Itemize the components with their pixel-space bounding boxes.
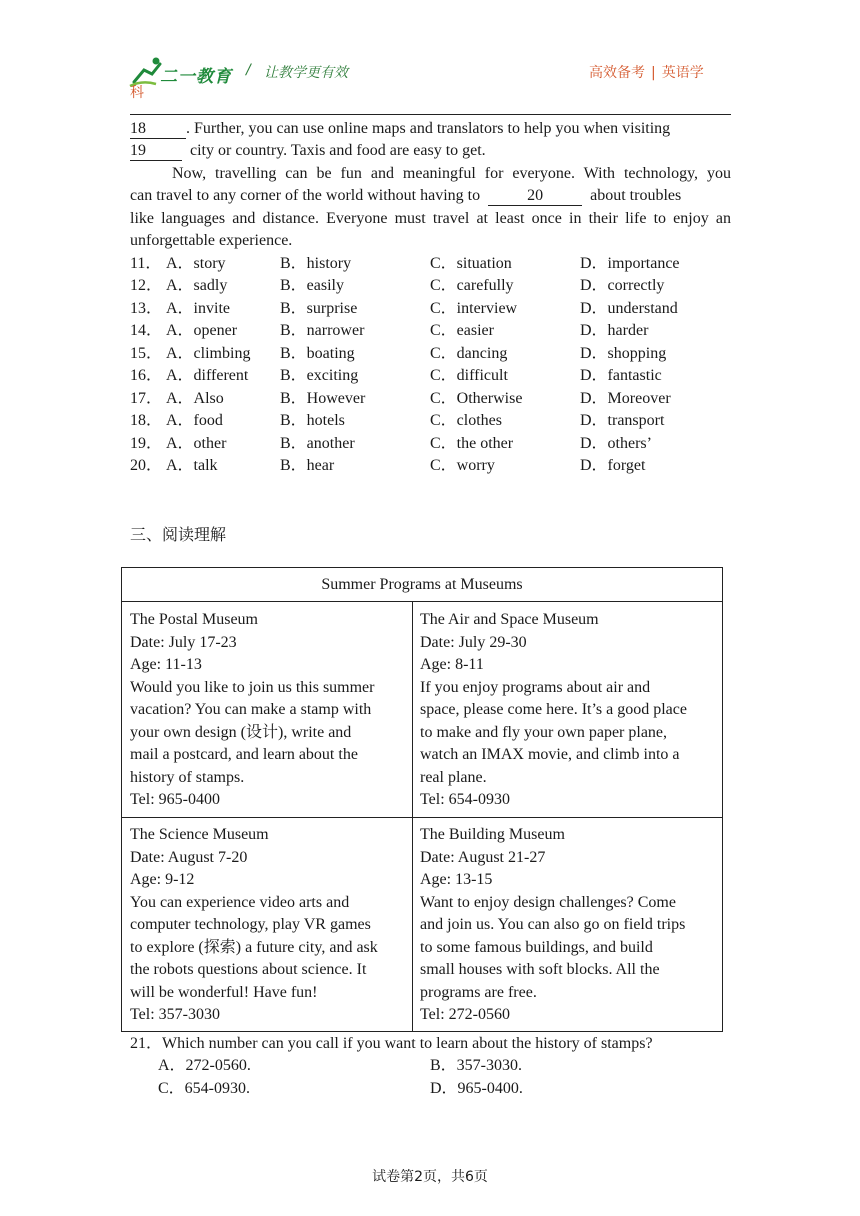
- table-title: Summer Programs at Museums: [122, 568, 722, 602]
- cell-line: will be wonderful! Have fun!: [130, 983, 318, 1001]
- cell-line: vacation? You can make a stamp with: [130, 701, 372, 718]
- cell-line: Age: 8-11: [420, 656, 484, 673]
- option-a: A．food: [166, 412, 223, 429]
- header-rule: [130, 114, 731, 115]
- cell-line: your own design (设计), write and: [130, 723, 352, 741]
- option-a: A．different: [166, 367, 249, 384]
- cell-line: Tel: 965-0400: [130, 791, 220, 808]
- question-number: 15．: [130, 345, 163, 362]
- cell-line: The Science Museum: [130, 826, 269, 843]
- option-b: B．narrower: [280, 322, 365, 339]
- museum-programs-table: [121, 567, 723, 1032]
- question-21-option-a: A．272-0560.: [158, 1057, 251, 1074]
- option-d: D．importance: [580, 255, 680, 272]
- cell-line: programs are free.: [420, 983, 537, 1001]
- passage-line-3: Now, travelling can be fun and meaningful for everyone. With technology, you: [172, 165, 731, 182]
- option-c: C．easier: [430, 322, 494, 339]
- passage-line-6: unforgettable experience.: [130, 232, 293, 249]
- header-subject-part2: 英语学: [661, 65, 704, 81]
- cell-line: The Building Museum: [420, 826, 565, 843]
- option-a: A．other: [166, 435, 227, 452]
- question-21-option-d: D．965-0400.: [430, 1080, 523, 1097]
- passage-line-4-pre: can travel to any corner of the world without having to: [130, 187, 481, 204]
- question-number: 12．: [130, 277, 163, 294]
- option-d: D．shopping: [580, 345, 667, 362]
- question-number: 20．: [130, 457, 163, 474]
- cell-line: Tel: 654-0930: [420, 791, 510, 808]
- cell-line: Age: 11-13: [130, 656, 202, 673]
- option-a: A．talk: [166, 457, 218, 474]
- cell-line: mail a postcard, and learn about the: [130, 746, 358, 763]
- header-subject-wrap: 科: [130, 85, 144, 101]
- header-slash: /: [246, 62, 251, 78]
- header-subject: [589, 62, 704, 82]
- option-b: B．exciting: [280, 367, 359, 384]
- cell-line: the robots questions about science. It: [130, 961, 367, 978]
- passage-line-1-text: . Further, you can use online maps and translators to help you when visiting: [186, 120, 671, 137]
- option-d: D．forget: [580, 457, 646, 474]
- option-a: A．story: [166, 255, 226, 272]
- blank-20: 20: [488, 187, 582, 206]
- option-d: D．fantastic: [580, 367, 662, 384]
- cell-line: Tel: 357-3030: [130, 1006, 220, 1023]
- cell-line: Tel: 272-0560: [420, 1006, 510, 1023]
- passage-line-2: [130, 140, 731, 162]
- question-21-text: Which number can you call if you want to learn about the history of stamps?: [162, 1035, 653, 1052]
- cell-line: computer technology, play VR games: [130, 916, 371, 933]
- option-a: A．Also: [166, 390, 224, 407]
- cell-line: Age: 9-12: [130, 871, 195, 888]
- cell-line: Date: August 21-27: [420, 848, 546, 866]
- cell-line: The Air and Space Museum: [420, 611, 599, 628]
- option-a: A．opener: [166, 322, 238, 339]
- blank-18: 18: [130, 120, 186, 139]
- table-cell-postal-museum: [130, 609, 374, 812]
- cell-line: watch an IMAX movie, and climb into a: [420, 746, 680, 763]
- question-21-number: 21．: [130, 1035, 163, 1052]
- option-b: B．boating: [280, 345, 355, 362]
- page-footer: 试卷第2页，共6页: [372, 1169, 488, 1185]
- option-c: C．worry: [430, 457, 495, 474]
- cell-line: Would you like to join us this summer: [130, 678, 375, 696]
- question-number: 19．: [130, 435, 163, 452]
- cell-line: The Postal Museum: [130, 611, 258, 628]
- cell-line: history of stamps.: [130, 768, 245, 786]
- cell-line: Date: July 17-23: [130, 633, 237, 651]
- cell-line: space, please come here. It’s a good place: [420, 701, 687, 718]
- passage-line-5: like languages and distance. Everyone must travel at least once in their life to enjoy an: [130, 210, 731, 227]
- section-title: 三、阅读理解: [130, 525, 227, 544]
- option-c: C．Otherwise: [430, 390, 523, 407]
- option-b: B．history: [280, 255, 352, 272]
- option-b: B．another: [280, 435, 355, 452]
- table-cell-air-space-museum: [420, 609, 687, 812]
- question-21-option-b: B．357-3030.: [430, 1057, 523, 1074]
- cell-line: Date: August 7-20: [130, 848, 248, 866]
- header-separator: |: [651, 65, 656, 81]
- option-c: C．dancing: [430, 345, 508, 362]
- option-c: C．carefully: [430, 277, 514, 294]
- cell-line: Age: 13-15: [420, 871, 493, 888]
- option-a: A．climbing: [166, 345, 251, 362]
- cell-line: to explore (探索) a future city, and ask: [130, 938, 378, 956]
- table-cell-science-museum: [130, 824, 378, 1027]
- passage-line-4-post: about troubles: [590, 187, 682, 204]
- header-subject-part1: 高效备考: [589, 65, 645, 81]
- option-c: C．clothes: [430, 412, 502, 429]
- option-c: C．interview: [430, 300, 518, 317]
- option-b: B．However: [280, 390, 366, 407]
- option-c: C．situation: [430, 255, 512, 272]
- table-divider-horizontal: [122, 817, 722, 818]
- cell-line: If you enjoy programs about air and: [420, 678, 651, 696]
- question-21: [130, 1033, 653, 1055]
- cell-line: You can experience video arts and: [130, 893, 350, 911]
- logo-text: 二一教育: [160, 67, 232, 87]
- question-number: 11．: [130, 255, 162, 272]
- option-b: B．hear: [280, 457, 335, 474]
- question-number: 13．: [130, 300, 163, 317]
- option-c: C．difficult: [430, 367, 508, 384]
- question-number: 16．: [130, 367, 163, 384]
- cell-line: to make and fly your own paper plane,: [420, 723, 668, 741]
- cell-line: to some famous buildings, and build: [420, 938, 653, 956]
- option-b: B．easily: [280, 277, 344, 294]
- passage-line-2-text: city or country. Taxis and food are easy to get.: [190, 142, 486, 159]
- cell-line: Date: July 29-30: [420, 633, 527, 651]
- option-b: B．hotels: [280, 412, 345, 429]
- question-number: 18．: [130, 412, 163, 429]
- cell-line: small houses with soft blocks. All the: [420, 961, 660, 978]
- question-21-option-c: C．654-0930.: [158, 1080, 251, 1097]
- cell-line: real plane.: [420, 768, 487, 786]
- option-a: A．invite: [166, 300, 230, 317]
- passage-line-4: [130, 185, 731, 207]
- question-number: 17．: [130, 390, 163, 407]
- option-c: C．the other: [430, 435, 514, 452]
- cell-line: Want to enjoy design challenges? Come: [420, 893, 676, 911]
- option-d: D．transport: [580, 412, 665, 429]
- option-d: D．others’: [580, 435, 652, 452]
- question-number: 14．: [130, 322, 163, 339]
- option-a: A．sadly: [166, 277, 228, 294]
- option-d: D．Moreover: [580, 390, 671, 407]
- option-d: D．harder: [580, 322, 649, 339]
- passage-line-1: [130, 118, 731, 140]
- option-d: D．understand: [580, 300, 678, 317]
- table-cell-building-museum: [420, 824, 685, 1027]
- option-d: D．correctly: [580, 277, 665, 294]
- header-slogan: 让教学更有效: [264, 65, 348, 81]
- cell-line: and join us. You can also go on field trips: [420, 916, 686, 933]
- blank-19: 19: [130, 142, 182, 161]
- option-b: B．surprise: [280, 300, 358, 317]
